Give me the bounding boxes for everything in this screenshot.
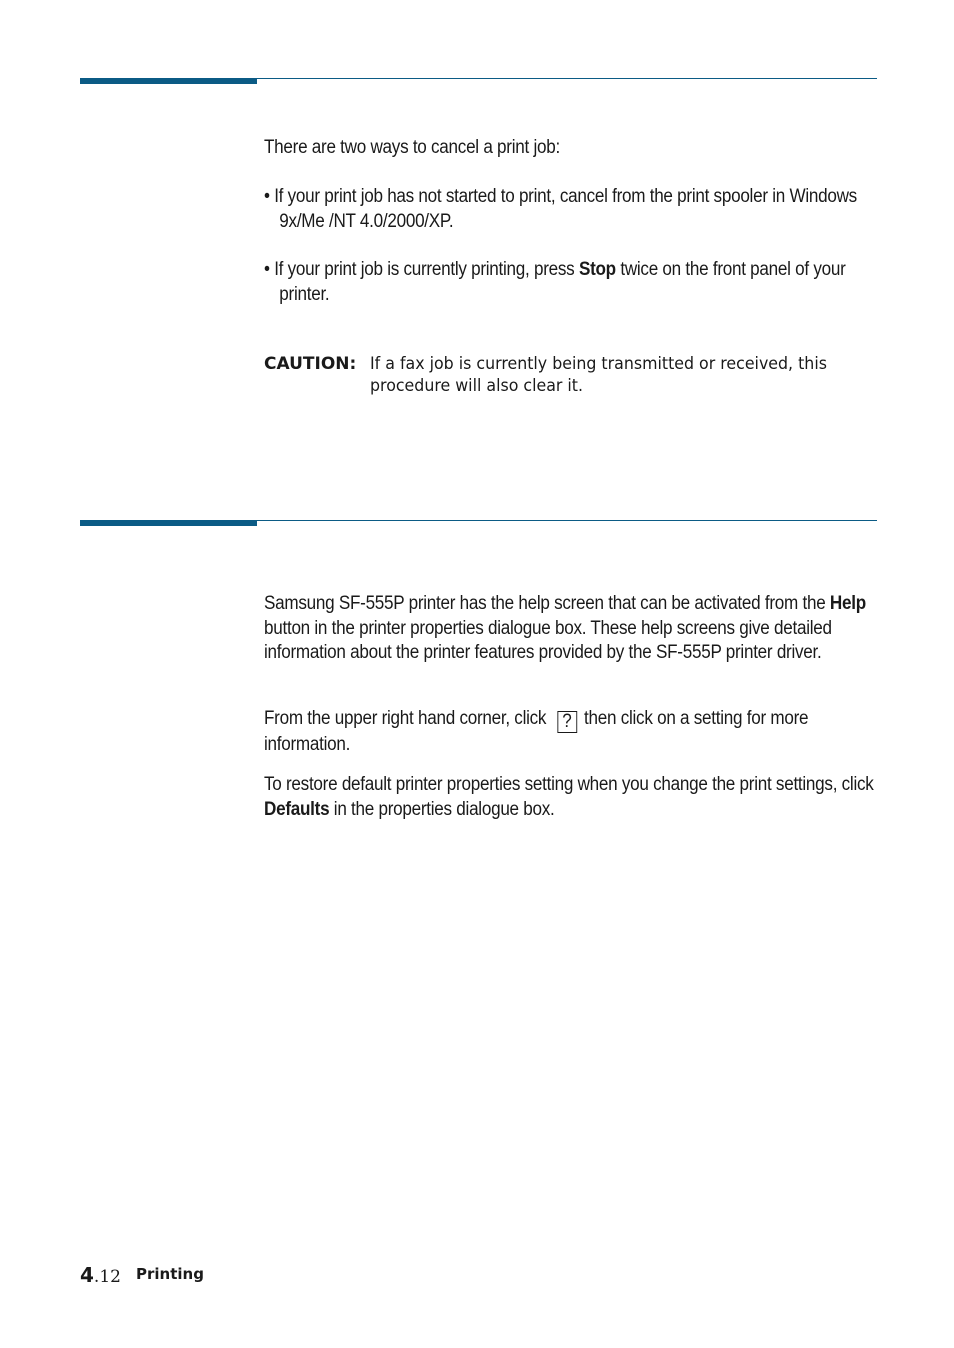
page-footer (80, 1263, 204, 1287)
cancel-option-stop (264, 258, 891, 307)
context-help-prefix: From the upper right hand corner, click (264, 708, 547, 729)
defaults-paragraph-prefix: To restore default printer properties setting when you change the print settings, click (264, 774, 874, 795)
chapter-number: 4 (80, 1263, 94, 1287)
divider-accent-bar (80, 78, 257, 84)
caution-label: CAUTION: (264, 354, 357, 374)
divider-line (257, 78, 877, 79)
section-divider-top (80, 78, 877, 84)
divider-line (257, 520, 877, 521)
context-help-paragraph (264, 707, 876, 758)
help-paragraph-suffix: button in the printer properties dialogue box. These help screens give detailed information about the printer features provided by the SF-555P printer driver. (264, 617, 832, 663)
page-number: .12 (93, 1267, 121, 1287)
cancel-intro: There are two ways to cancel a print job: (264, 137, 560, 158)
help-paragraph-prefix: Samsung SF-555P printer has the help screen that can be activated from the (264, 593, 830, 614)
cancel-option-spooler: • If your print job has not started to print, cancel from the print spooler in Windows 9x/Me /NT 4.0/2000/XP. (264, 186, 857, 232)
defaults-button-label: Defaults (264, 798, 330, 820)
section-divider-middle (80, 520, 877, 526)
footer-section-title: Printing (136, 1265, 204, 1283)
caution-text: If a fax job is currently being transmitted or received, this procedure will also clear it. (370, 354, 827, 396)
stop-key-label: Stop (578, 259, 616, 280)
help-button-label: Help (829, 593, 866, 614)
defaults-paragraph-suffix: in the properties dialogue box. (329, 798, 555, 820)
question-mark-icon: ? (557, 711, 577, 733)
divider-accent-bar (80, 520, 257, 526)
context-help-suffix: then click on a setting for more information. (264, 708, 809, 755)
defaults-paragraph (264, 773, 876, 822)
cancel-option-stop-suffix: twice on the front panel of your printer. (279, 259, 846, 305)
help-screen-paragraph (264, 592, 876, 666)
cancel-option-stop-prefix: • If your print job is currently printing, press (264, 259, 579, 280)
